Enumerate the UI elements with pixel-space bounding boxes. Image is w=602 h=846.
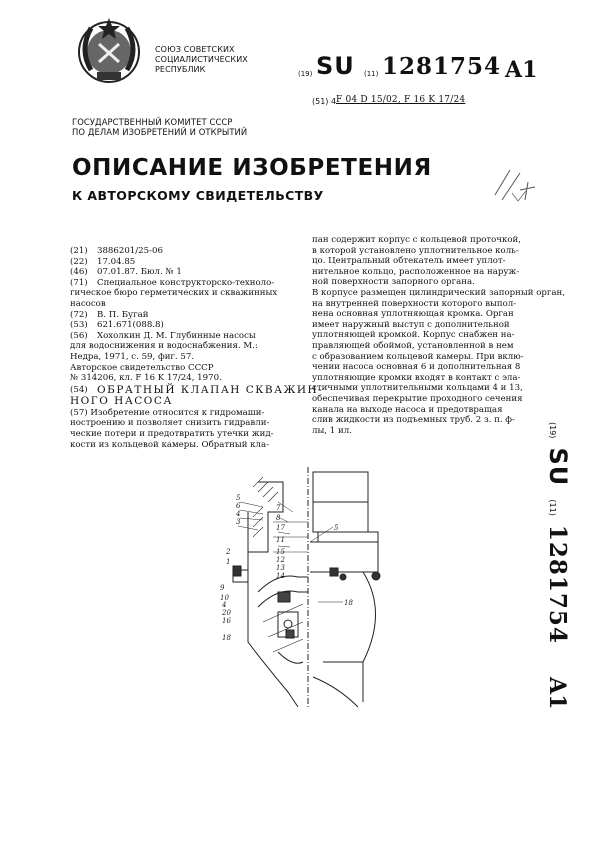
drawing-label: 17: [276, 524, 285, 532]
drawing-label: 15: [276, 548, 285, 556]
bibliographic-data: [70, 246, 324, 450]
biblio-row: (21) 3886201/25-06: [70, 246, 163, 256]
drawing-label: 5: [236, 494, 241, 502]
ipc-code: (51) 4: [312, 97, 337, 106]
ussr-emblem: [69, 10, 149, 94]
document-title: ОПИСАНИЕ ИЗОБРЕТЕНИЯ: [72, 155, 432, 181]
biblio-row: для водоснижения и водоснабжения. М.:: [70, 341, 258, 352]
drawing-label: 7: [276, 504, 281, 512]
abstract-left: (57) Изобретение относится к гидромаши- ностроению и позволяет снизить гидравли- ческие потери и предотвратить утечки жид- кости из кольцевой камеры. Обратный кла-: [70, 407, 274, 450]
drawing-label: 18: [222, 634, 231, 642]
state-name-line-3: РЕСПУБЛИК: [155, 65, 206, 74]
stamp-marks: [490, 165, 540, 210]
drawing-label: 6: [236, 502, 241, 510]
drawing-label: 1: [226, 558, 231, 566]
biblio-row: гическое бюро герметических и скважинных: [70, 288, 278, 299]
valve-drawing: [218, 462, 398, 712]
drawing-label: 20: [222, 609, 231, 617]
drawing-label: 11: [276, 536, 285, 544]
committee: [72, 117, 247, 137]
side-patent-id: (19) SU (11) 1281754 A1: [544, 422, 572, 710]
biblio-row: Авторское свидетельство СССР: [70, 362, 214, 373]
state-name: [155, 45, 248, 75]
drawing-label: 12: [276, 556, 285, 564]
title-54: (54) ОБРАТНЫЙ КЛАПАН СКВАЖИН-: [70, 383, 324, 396]
drawing-label: 4: [236, 510, 241, 518]
title-54-line-2: НОГО НАСОСА: [70, 394, 173, 407]
drawing-label: 13: [276, 564, 285, 572]
code-11: (11): [364, 70, 379, 78]
drawing-label: 8: [276, 514, 281, 522]
biblio-row: насосов: [70, 298, 106, 309]
abstract-right: пан содержит корпус с кольцевой проточкой, в которой установлено уплотнительное коль- цо. Центральный обтекатель имеет уплот- нительное кольцо, расположенное на наруж- ной поверхности запорного органа. В корпусе размещен цилиндрический запорный орган, на внутренней поверхности которого выпол- нена основная уплотняющая кромка. Орган имеет наружный выступ с дополнительной уплотняющей кромкой. Корпус снабжен на- правляющей обоймой, установленной в нем с образованием кольцевой камеры. При вклю- чении насоса основная 6 и дополнительная 8 уплотняющие кромки входят в контакт с эла- стичными уплотнительными кольцами 4 и 13, обеспечивая перекрытие проходного сечения канала на выходе насоса и предотвращая слив жидкости из подъемных труб. 2 з. п. ф- лы, 1 ил.: [312, 235, 565, 436]
drawing-label: 18: [344, 599, 353, 607]
drawing-label: 3: [236, 518, 241, 526]
ipc: F 04 D 15/02, F 16 K 17/24: [336, 95, 466, 105]
biblio-row: № 314206, кл. F 16 K 17/24, 1970.: [70, 373, 222, 384]
drawing-label: 14: [276, 572, 285, 580]
kind-code: A1: [505, 57, 538, 83]
coat-of-arms-icon: [69, 10, 149, 94]
committee-line-2: ПО ДЕЛАМ ИЗОБРЕТЕНИЙ И ОТКРЫТИЙ: [72, 127, 248, 137]
document-subtitle: К АВТОРСКОМУ СВИДЕТЕЛЬСТВУ: [72, 188, 324, 203]
biblio-row: (56) Хохолкин Д. М. Глубинные насосы: [70, 330, 256, 341]
drawing-label: 5: [334, 524, 339, 532]
biblio-row: (53) 621.671(088.8): [70, 320, 164, 331]
biblio-row: (22) 17.04.85: [70, 256, 136, 267]
drawing-label: 16: [222, 617, 231, 625]
drawing-label: 2: [226, 548, 231, 556]
biblio-row: (46) 07.01.87. Бюл. № 1: [70, 267, 182, 278]
drawing-label: 9: [220, 584, 225, 592]
committee-line-1: ГОСУДАРСТВЕННЫЙ КОМИТЕТ СССР: [72, 117, 233, 127]
drawing-label: 4: [222, 601, 227, 609]
biblio-row: Недра, 1971, с. 59, фиг. 57.: [70, 351, 195, 362]
su-mark: SU: [316, 52, 355, 80]
biblio-row: (72) В. П. Бугай: [70, 309, 149, 320]
biblio-row: (71) Специальное конструкторско-техноло-: [70, 277, 275, 288]
state-name-line-1: СОЮЗ СОВЕТСКИХ: [155, 45, 235, 54]
code-19: (19): [298, 70, 313, 78]
state-name-line-2: СОЦИАЛИСТИЧЕСКИХ: [155, 55, 248, 64]
drawing-label: 10: [220, 594, 229, 602]
patent-number: 1281754: [382, 53, 502, 80]
